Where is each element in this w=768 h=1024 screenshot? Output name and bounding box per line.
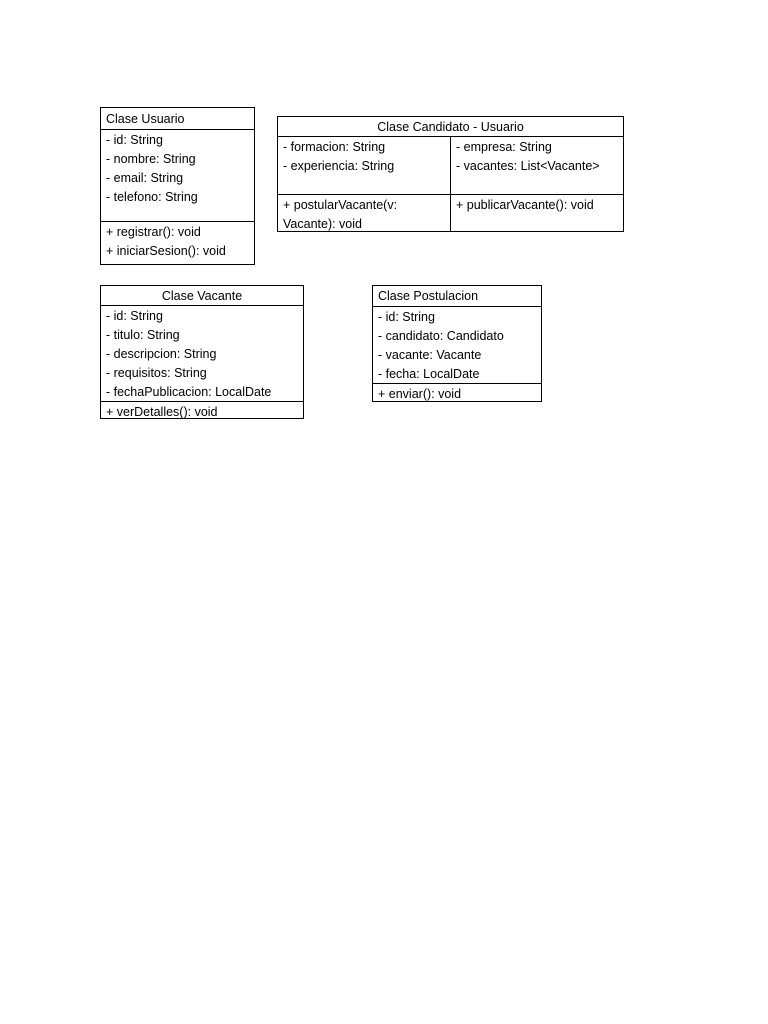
method: + enviar(): void xyxy=(378,387,462,401)
class-usuario-title: Clase Usuario xyxy=(101,108,254,130)
attribute: - telefono: String xyxy=(106,190,198,204)
class-vacante-methods xyxy=(101,402,303,422)
method: + iniciarSesion(): void xyxy=(106,244,226,258)
class-candidato xyxy=(277,116,624,232)
class-vacante xyxy=(100,285,304,419)
class-usuario-attributes xyxy=(101,130,254,222)
attribute: - candidato: Candidato xyxy=(378,329,504,343)
attribute: - experiencia: String xyxy=(283,159,395,173)
attribute: - requisitos: String xyxy=(106,366,207,380)
method: + verDetalles(): void xyxy=(106,405,218,419)
attribute: - titulo: String xyxy=(106,328,180,342)
class-usuario xyxy=(100,107,255,265)
attribute: - formacion: String xyxy=(283,140,386,154)
candidato-right-methods xyxy=(451,195,623,232)
class-postulacion xyxy=(372,285,542,402)
candidato-right-attributes xyxy=(451,137,623,194)
class-candidato-title: Clase Candidato - Usuario xyxy=(278,117,623,137)
class-vacante-attributes xyxy=(101,306,303,402)
attribute: - empresa: String xyxy=(456,140,552,154)
class-vacante-title: Clase Vacante xyxy=(101,286,303,306)
class-candidato-attributes xyxy=(278,137,623,195)
class-usuario-methods xyxy=(101,222,254,261)
class-postulacion-title: Clase Postulacion xyxy=(373,286,541,307)
attribute: - fechaPublicacion: LocalDate xyxy=(106,385,272,399)
class-postulacion-attributes xyxy=(373,307,541,384)
attribute: - vacantes: List<Vacante> xyxy=(456,159,600,173)
attribute: - id: String xyxy=(106,133,163,147)
method: + registrar(): void xyxy=(106,225,201,239)
method: + publicarVacante(): void xyxy=(456,198,594,212)
attribute: - vacante: Vacante xyxy=(378,348,482,362)
attribute: - id: String xyxy=(106,309,163,323)
attribute: - id: String xyxy=(378,310,435,324)
candidato-left-methods xyxy=(278,195,451,232)
attribute: - email: String xyxy=(106,171,184,185)
class-candidato-methods xyxy=(278,195,623,232)
class-postulacion-methods xyxy=(373,384,541,404)
attribute: - fecha: LocalDate xyxy=(378,367,480,381)
attribute: - nombre: String xyxy=(106,152,196,166)
candidato-left-attributes xyxy=(278,137,451,194)
attribute: - descripcion: String xyxy=(106,347,217,361)
method: + postularVacante(v: Vacante): void xyxy=(283,198,398,231)
